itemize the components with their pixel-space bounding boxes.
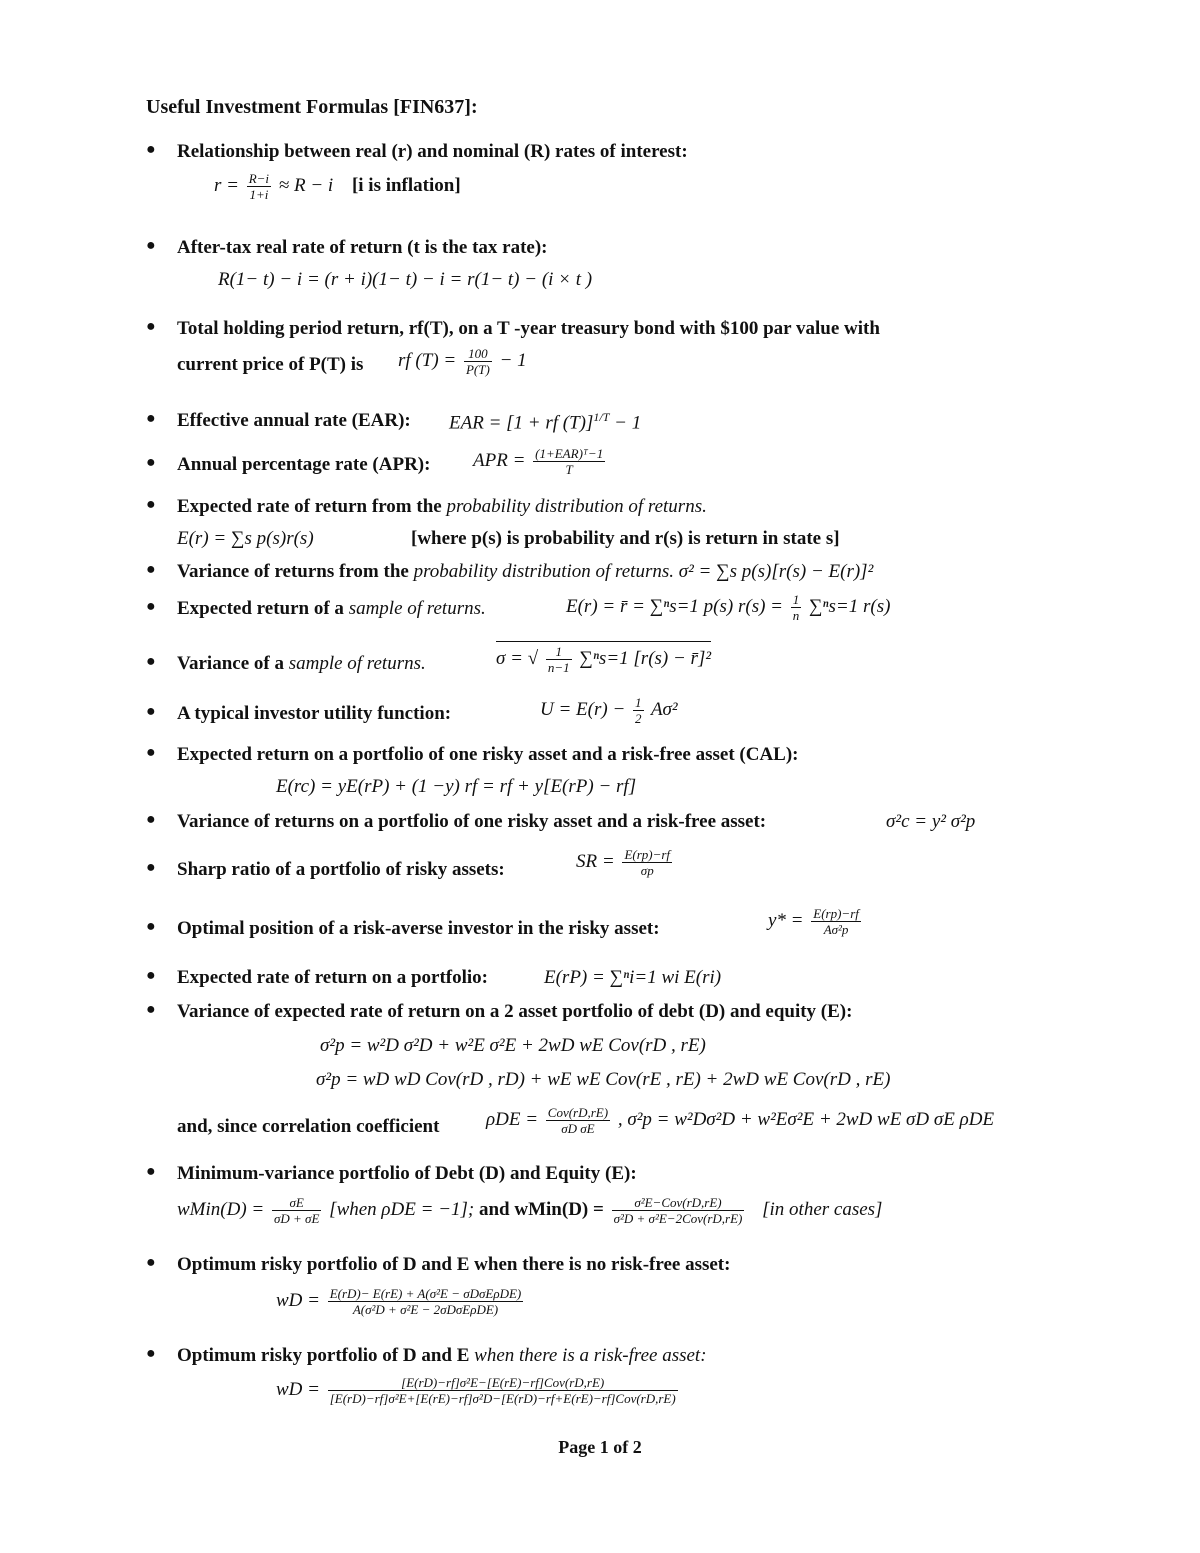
bullet-icon: ● — [146, 1163, 156, 1180]
formula: σ²p = w²D σ²D + w²E σ²E + 2wD wE Cov(rD , rE) — [320, 1035, 706, 1056]
formula: E(rP) = ∑ⁿi=1 wi E(ri) — [544, 967, 722, 988]
bullet-icon: ● — [146, 1254, 156, 1271]
page-number: Page 1 of 2 — [558, 1437, 642, 1457]
bullet-icon: ● — [146, 598, 156, 615]
formula: wD = $\frac{\text{E(rD)− E(rE) + A(σ²E − σDσEρDE)}}{\text{A(σ²D + σ²E − 2σDσEρDE)}}$ — [276, 1286, 522, 1317]
formula: SR = $\frac{E(rp)-rf}{\sigma p}$ — [576, 847, 671, 878]
item-text: Annual percentage rate (APR): — [177, 454, 431, 475]
item-text: Expected return of a sample of returns. — [177, 598, 486, 619]
item-text: Relationship between real (r) and nominal (R) rates of interest: — [177, 141, 688, 162]
item-text: Expected rate of return from the probability distribution of returns. — [177, 496, 707, 517]
item-text: Effective annual rate (EAR): — [177, 410, 411, 431]
formula: y* = $\frac{E(rp)-rf}{\text{Aσ²p}}$ — [768, 906, 859, 937]
item-text: current price of P(T) is — [177, 354, 364, 375]
bullet-icon: ● — [146, 141, 156, 158]
bullet-icon: ● — [146, 744, 156, 761]
formula: U = E(r) − $\frac{1}{2}$ Aσ² — [540, 695, 678, 726]
formula: E(r) = ∑s p(s)r(s) — [177, 528, 314, 549]
formula: E(r) = r̄ = ∑ⁿs=1 p(s) r(s) = $\frac{1}{n}$ ∑ⁿs=1 r(s) — [566, 592, 891, 623]
bullet-icon: ● — [146, 653, 156, 670]
item-text: After-tax real rate of return (t is the tax rate): — [177, 237, 548, 258]
bullet-icon: ● — [146, 859, 156, 876]
bullet-icon: ● — [146, 918, 156, 935]
formula: EAR = [1 + rf (T)]$^{1/T}$ − 1 — [449, 410, 642, 434]
formula: rf (T) = $\frac{100}{P(T)}$ − 1 — [398, 346, 527, 377]
bullet-icon: ● — [146, 1345, 156, 1362]
formula: ρDE = $\frac{\text{Cov(rD,rE)}}{\text{σD σE}}$ , σ²p = w²Dσ²D + w²Eσ²E + 2wD wE σD σE ρDE — [486, 1105, 995, 1136]
item-text: Variance of a sample of returns. — [177, 653, 426, 674]
bullet-icon: ● — [146, 1001, 156, 1018]
formula: σ²c = y² σ²p — [886, 811, 976, 832]
formula: R(1− t) − i = (r + i)(1− t) − i = r(1− t) − (i × t ) — [218, 269, 593, 290]
bullet-icon: ● — [146, 967, 156, 984]
bullet-icon: ● — [146, 454, 156, 471]
bullet-icon: ● — [146, 410, 156, 427]
item-note: [where p(s) is probability and r(s) is return in state s] — [411, 528, 840, 549]
item-text: Minimum-variance portfolio of Debt (D) and Equity (E): — [177, 1163, 637, 1184]
item-text: A typical investor utility function: — [177, 703, 452, 724]
bullet-icon: ● — [146, 811, 156, 828]
formula: wMin(D) = $\frac{\sigma E}{\sigma D + \sigma E}$ [when ρDE = −1]; and wMin(D) = $\frac{\text{σ²E−Cov(rD,rE)}}{\text{σ²D + σ²E−2Cov(rD,rE)}}$ [in other cases] — [177, 1195, 883, 1226]
formula: σ²p = wD wD Cov(rD , rD) + wE wE Cov(rE , rE) + 2wD wE Cov(rD , rE) — [316, 1069, 891, 1090]
item-text: Sharp ratio of a portfolio of risky assets: — [177, 859, 505, 880]
item-text: Total holding period return, rf(T), on a T -year treasury bond with $100 par value with — [177, 318, 880, 339]
item-text: Optimum risky portfolio of D and E when there is a risk-free asset: — [177, 1345, 707, 1366]
formula: r = $\frac{R-i}{1+i}$ ≈ R − i [i is inflation] — [214, 171, 461, 202]
bullet-icon: ● — [146, 318, 156, 335]
item-text: Expected return on a portfolio of one risky asset and a risk-free asset (CAL): — [177, 744, 799, 765]
bullet-icon: ● — [146, 496, 156, 513]
item-text: Optimal position of a risk-averse investor in the risky asset: — [177, 918, 660, 939]
formula: σ = √ $\frac{1}{n-1}$ ∑ⁿs=1 [r(s) − r̄]² — [496, 641, 711, 675]
item-text: Optimum risky portfolio of D and E when there is no risk-free asset: — [177, 1254, 731, 1275]
item-text: Variance of returns from the probability distribution of returns. σ² = ∑s p(s)[r(s) − E(r)]² — [177, 561, 874, 582]
bullet-icon: ● — [146, 561, 156, 578]
item-text: and, since correlation coefficient — [177, 1116, 440, 1137]
page-title: Useful Investment Formulas [FIN637]: — [146, 96, 478, 118]
item-text: Expected rate of return on a portfolio: — [177, 967, 488, 988]
bullet-icon: ● — [146, 703, 156, 720]
formula: wD = $\frac{\text{[E(rD)−rf]σ²E−[E(rE)−rf]Cov(rD,rE)}}{\text{[E(rD)−rf]σ²E+[E(rE)−rf]σ²D−[E(rD)−rf+E(rE)−rf]Cov(rD,rE)}}$ — [276, 1375, 676, 1406]
formula: E(rc) = yE(rP) + (1 −y) rf = rf + y[E(rP) − rf] — [276, 776, 637, 797]
item-text: Variance of expected rate of return on a 2 asset portfolio of debt (D) and equity (E): — [177, 1001, 853, 1022]
formula: APR = $\frac{\text{(1+EAR)ᵀ−1}}{T}$ — [473, 446, 604, 477]
bullet-icon: ● — [146, 237, 156, 254]
item-text: Variance of returns on a portfolio of one risky asset and a risk-free asset: — [177, 811, 767, 832]
